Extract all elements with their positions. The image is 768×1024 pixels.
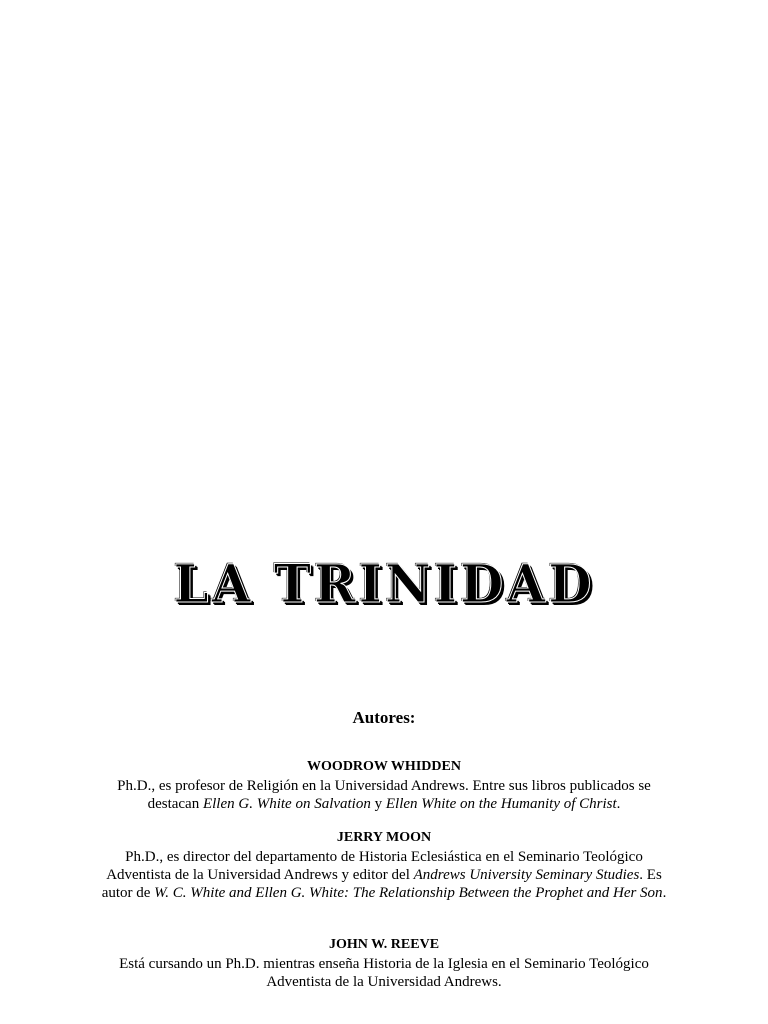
author-bio-text: Ph.D., es profesor de Religión en la Universidad Andrews. Entre sus libros publicados se destacan xyxy=(117,778,651,812)
author-name: JOHN W. REEVE xyxy=(328,937,440,952)
book-title: Ellen G. White on Salvation xyxy=(202,796,371,812)
author-name: JERRY MOON xyxy=(336,830,432,845)
journal-title: Andrews University Seminary Studies xyxy=(413,867,640,883)
author-bio xyxy=(100,848,668,902)
author-entry-moon xyxy=(100,829,668,902)
book-title: Ellen White on the Humanity of Christ xyxy=(385,796,617,812)
author-name: WOODROW WHIDDEN xyxy=(307,759,461,774)
authors-heading: Autores: xyxy=(352,708,416,727)
author-bio xyxy=(100,777,668,813)
author-bio xyxy=(100,955,668,991)
author-entry-reeve xyxy=(100,936,668,991)
book-title: W. C. White and Ellen G. White: The Relationship Between the Prophet and Her Son xyxy=(154,885,663,901)
document-title xyxy=(0,553,768,615)
author-bio-text: y xyxy=(370,796,386,812)
author-bio-text: Está cursando un Ph.D. mientras enseña Historia de la Iglesia en el Seminario Teológico Adventista de la Universidad Andrews. xyxy=(119,956,649,990)
author-bio-text: . Es autor de xyxy=(101,867,662,901)
author-bio-text: Ph.D., es director del departamento de Historia Eclesiástica en el Seminario Teológico Adventista de la Universidad Andrews y editor del xyxy=(106,849,643,883)
author-bio-text: . xyxy=(662,885,667,901)
author-bio-text: . xyxy=(616,796,621,812)
author-entry-whidden xyxy=(100,758,668,813)
document-title-text: LA TRINIDAD xyxy=(173,552,595,615)
